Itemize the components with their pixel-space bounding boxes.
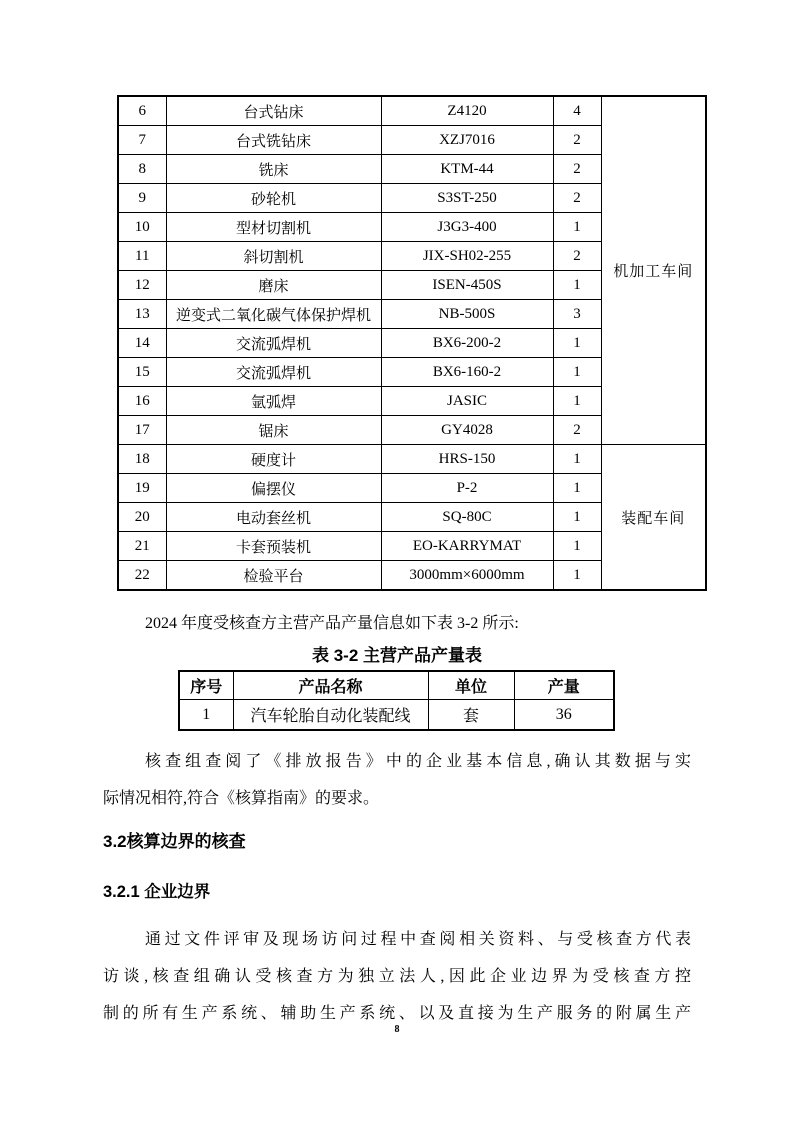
table-header-row [179,671,614,700]
paragraph-line: 通过文件评审及现场访问过程中查阅相关资料、与受核查方代表 [145,931,691,948]
paragraph-line: 制的所有生产系统、辅助生产系统、以及直接为生产服务的附属生产 [103,1005,691,1022]
header-no: 序号 [179,671,233,700]
cell-name: 台式钻床 [166,96,381,126]
cell-model: HRS-150 [381,445,553,474]
equipment-table [117,95,707,591]
header-unit: 单位 [428,671,514,700]
cell-model: P-2 [381,474,553,503]
table-row [118,445,706,474]
cell-qty: 3 [553,300,601,329]
paragraph-line: 核查组查阅了《排放报告》中的企业基本信息,确认其数据与实 [145,753,691,770]
paragraph-line: 际情况相符,符合《核算指南》的要求。 [103,790,380,807]
cell-qty: 2 [553,155,601,184]
cell-qty: 2 [553,126,601,155]
cell-qty: 2 [553,184,601,213]
cell-qty: 2 [553,242,601,271]
cell-no: 21 [118,532,166,561]
cell-qty: 1 [553,561,601,591]
header-output: 产量 [514,671,614,700]
cell-no: 10 [118,213,166,242]
cell-model: BX6-160-2 [381,358,553,387]
cell-name: 电动套丝机 [166,503,381,532]
cell-model: NB-500S [381,300,553,329]
cell-model: XZJ7016 [381,126,553,155]
cell-model: JASIC [381,387,553,416]
cell-name: 交流弧焊机 [166,358,381,387]
cell-model: S3ST-250 [381,184,553,213]
cell-name: 偏摆仪 [166,474,381,503]
cell-no: 16 [118,387,166,416]
workshop-cell-assembly: 装配车间 [601,445,706,591]
cell-no: 9 [118,184,166,213]
product-table [178,670,615,731]
heading-3-2-1: 3.2.1 企业边界 [103,883,211,901]
cell-no: 15 [118,358,166,387]
cell-no: 14 [118,329,166,358]
cell-name: 逆变式二氧化碳气体保护焊机 [166,300,381,329]
cell-qty: 1 [553,445,601,474]
cell-no: 19 [118,474,166,503]
cell-qty: 2 [553,416,601,445]
page-number: 8 [394,1024,400,1035]
cell-model: JIX-SH02-255 [381,242,553,271]
cell-qty: 1 [553,474,601,503]
table-row [179,700,614,731]
cell-name: 砂轮机 [166,184,381,213]
cell-name: 型材切割机 [166,213,381,242]
cell-no: 20 [118,503,166,532]
paragraph-intro [103,605,691,642]
cell-no: 22 [118,561,166,591]
cell-model: EO-KARRYMAT [381,532,553,561]
cell-name: 检验平台 [166,561,381,591]
table-row [118,96,706,126]
cell-qty: 1 [553,271,601,300]
cell-name: 铣床 [166,155,381,184]
cell-name: 卡套预装机 [166,532,381,561]
cell-product-name: 汽车轮胎自动化装配线 [233,700,428,731]
cell-name: 台式铣钻床 [166,126,381,155]
paragraph-line: 2024 年度受核查方主营产品产量信息如下表 3-2 所示: [145,615,519,632]
cell-no: 13 [118,300,166,329]
cell-qty: 4 [553,96,601,126]
cell-no: 6 [118,96,166,126]
page-content [103,0,694,1032]
paragraph-line: 访谈,核查组确认受核查方为独立法人,因此企业边界为受核查方控 [103,968,691,985]
cell-qty: 1 [553,387,601,416]
cell-unit: 套 [428,700,514,731]
cell-qty: 1 [553,532,601,561]
paragraph-review [103,743,691,817]
cell-qty: 1 [553,503,601,532]
cell-no: 18 [118,445,166,474]
heading-3-2: 3.2核算边界的核查 [103,832,246,851]
product-table-caption: 表 3-2 主营产品产量表 [311,646,483,665]
cell-model: GY4028 [381,416,553,445]
cell-qty: 1 [553,329,601,358]
cell-qty: 1 [553,358,601,387]
cell-name: 交流弧焊机 [166,329,381,358]
cell-no: 7 [118,126,166,155]
cell-model: ISEN-450S [381,271,553,300]
cell-name: 磨床 [166,271,381,300]
cell-no: 8 [118,155,166,184]
cell-model: J3G3-400 [381,213,553,242]
cell-model: BX6-200-2 [381,329,553,358]
cell-model: SQ-80C [381,503,553,532]
cell-no: 1 [179,700,233,731]
cell-name: 氩弧焊 [166,387,381,416]
paragraph-boundary [103,921,691,1032]
cell-no: 12 [118,271,166,300]
cell-name: 锯床 [166,416,381,445]
header-product-name: 产品名称 [233,671,428,700]
cell-name: 硬度计 [166,445,381,474]
cell-model: KTM-44 [381,155,553,184]
cell-no: 11 [118,242,166,271]
cell-output: 36 [514,700,614,731]
cell-name: 斜切割机 [166,242,381,271]
cell-qty: 1 [553,213,601,242]
cell-model: Z4120 [381,96,553,126]
workshop-cell-machining: 机加工车间 [601,96,706,445]
cell-no: 17 [118,416,166,445]
cell-model: 3000mm×6000mm [381,561,553,591]
